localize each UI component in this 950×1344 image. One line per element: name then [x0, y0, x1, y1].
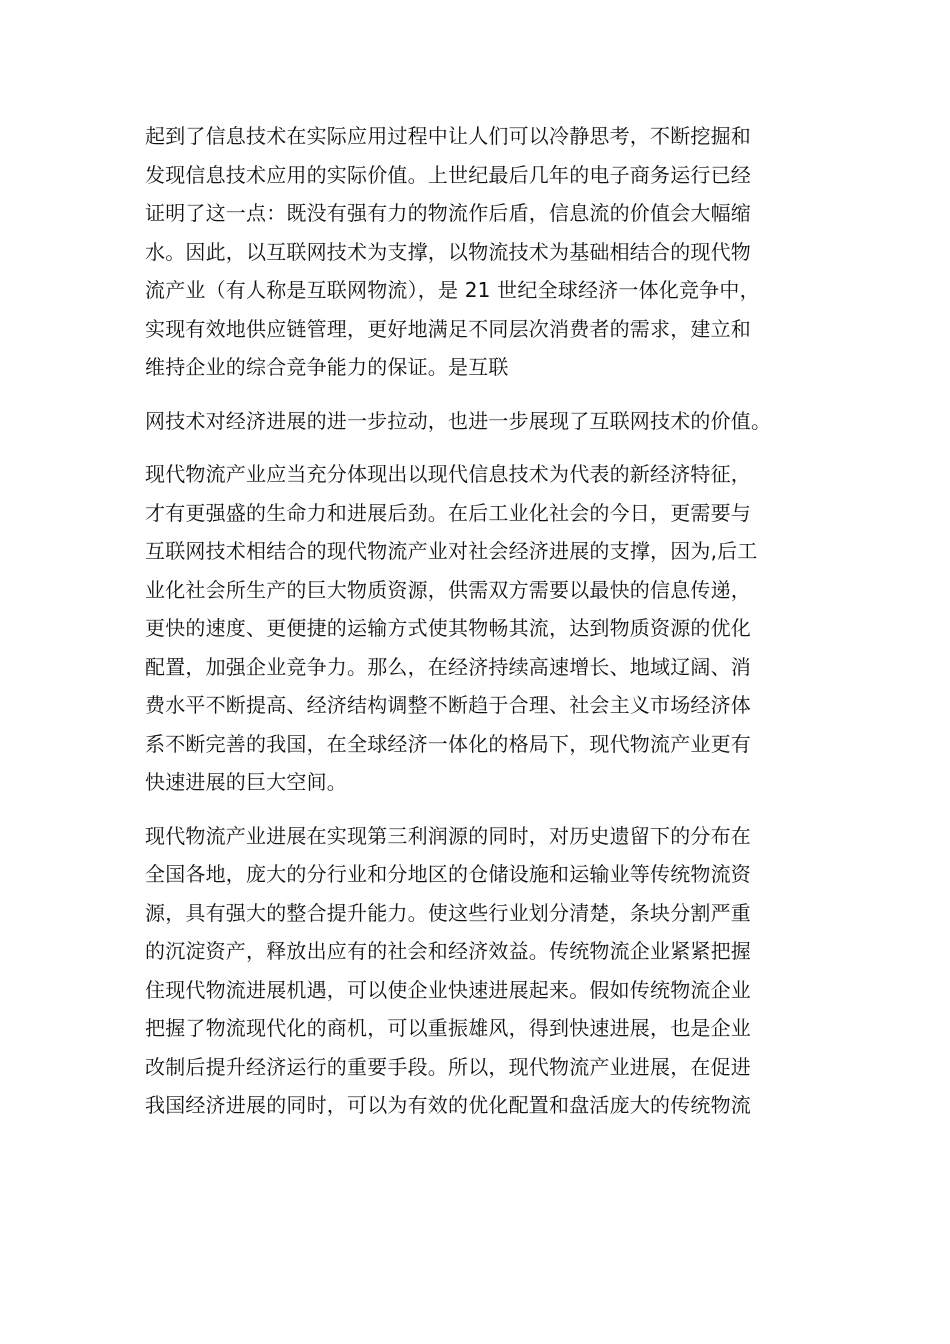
text-line: 全国各地，庞大的分行业和分地区的仓储设施和运输业等传统物流资: [145, 862, 751, 886]
text-line: 现代物流产业应当充分体现出以现代信息技术为代表的新经济特征，: [145, 462, 751, 486]
text-line: 配置，加强企业竞争力。那么，在经济持续高速增长、地域辽阔、消: [145, 654, 751, 679]
text-line: 更快的速度、更便捷的运输方式使其物畅其流，达到物质资源的优化: [145, 616, 751, 640]
paragraph-1: [145, 117, 805, 387]
text-line: 费水平不断提高、经济结构调整不断趋于合理、社会主义市场经济体: [145, 693, 751, 717]
text-line: 网技术对经济进展的进一步拉动，也进一步展现了互联网技术的价值。: [145, 408, 772, 433]
text-line: 才有更强盛的生命力和进展后劲。在后工业化社会的今日，更需要与: [145, 500, 751, 525]
paragraph-4: [145, 817, 805, 1125]
text-line: 把握了物流现代化的商机，可以重振雄风，得到快速进展，也是企业: [145, 1016, 751, 1040]
text-line: 互联网技术相结合的现代物流产业对社会经济进展的支撑，因为,后工: [145, 539, 758, 563]
text-line: 快速进展的巨大空间。: [145, 770, 347, 794]
text-line: 证明了这一点：既没有强有力的物流作后盾，信息流的价值会大幅缩: [145, 201, 751, 225]
paragraph-spacing: [145, 802, 805, 817]
text-line: 改制后提升经济运行的重要手段。所以，现代物流产业进展，在促进: [145, 1054, 751, 1079]
text-line: 源，具有强大的整合提升能力。使这些行业划分清楚，条块分割严重: [145, 900, 751, 925]
text-line: 住现代物流进展机遇，可以使企业快速进展起来。假如传统物流企业: [145, 977, 751, 1002]
text-line: 起到了信息技术在实际应用过程中让人们可以冷静思考，不断挖掘和: [145, 124, 751, 148]
text-line: 的沉淀资产，释放出应有的社会和经济效益。传统物流企业紧紧把握: [145, 939, 751, 963]
paragraph-spacing: [145, 440, 805, 455]
text-line: 现代物流产业进展在实现第三利润源的同时，对历史遗留下的分布在: [145, 823, 751, 848]
text-line: 发现信息技术应用的实际价值。上世纪最后几年的电子商务运行已经: [145, 162, 751, 187]
text-line: 维持企业的综合竞争能力的保证。是互联: [145, 355, 509, 379]
text-line: 水。因此，以互联网技术为支撑，以物流技术为基础相结合的现代物: [145, 239, 751, 264]
paragraph-3: [145, 455, 805, 802]
paragraph-spacing: [145, 387, 805, 402]
text-line: 流产业（有人称是互联网物流），是 21 世纪全球经济一体化竞争中，: [145, 278, 760, 302]
text-line: 系不断完善的我国，在全球经济一体化的格局下，现代物流产业更有: [145, 731, 751, 756]
document-body: [145, 117, 805, 1125]
text-line: 业化社会所生产的巨大物质资源，供需双方需要以最快的信息传递，: [145, 577, 751, 602]
text-line: 实现有效地供应链管理，更好地满足不同层次消费者的需求，建立和: [145, 316, 751, 341]
paragraph-2: [145, 402, 805, 441]
text-line: 我国经济进展的同时，可以为有效的优化配置和盘活庞大的传统物流: [145, 1093, 751, 1117]
